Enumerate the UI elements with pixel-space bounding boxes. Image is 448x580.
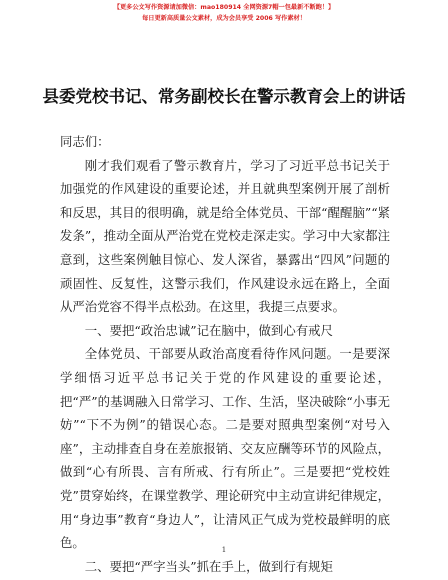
- document-title: 县委党校书记、常务副校长在警示教育会上的讲话: [42, 87, 406, 106]
- section-heading-1: 一、要把“政治忠诚”记在脑中，做到心有戒尺: [84, 322, 333, 338]
- intro-paragraph: 刚才我们观看了警示教育片，学习了习近平总书记关于加强党的作风建设的重要论述，并且就典型案例开展了剖析和反思，其目的很明确，就是给全体党员、干部“醒醒脑”“紧发条”，推动全面从严治党在党校走深走实。学习中大家都注意到，这些案例触目惊心、发人深省，暴露出“四风”问题的顽固性、反复性，这警示我们，作风建设永远在路上，全面从严治党容不得半点松劲。在这里，我提三点要求。: [60, 157, 390, 315]
- section-heading-2: 二、要把“严字当头”抓在手上，做到行有规矩: [84, 558, 333, 574]
- promo-banner-line-1: 【更多公文写作资源请加微信：mao180914 全网资源7帽一包最新不断跑！】: [113, 4, 335, 11]
- page-number: 1: [221, 546, 227, 554]
- salutation: 同志们：: [60, 134, 110, 149]
- promo-banner-line-2: 每日更新高质量公文素材，成为会员享受 2006 写作素材！: [142, 15, 306, 22]
- section-paragraph-1: 全体党员、干部要从政治高度看待作风问题。一是要深学细悟习近平总书记关于党的作风建设的重要论述，把“严”的基调融入日常学习、工作、生活，坚决破除“小事无妨”“下不为例”的错误心态。二是要对照典型案例“对号入座”，主动排查自身在差旅报销、交友应酬等环节的风险点，做到“心有所畏、言有所戒、行有所止”。三是要把“党校姓党”贯穿始终，在课堂教学、理论研究中主动宣讲纪律规定，用“身边事”教育“身边人”，让清风正气成为党校最鲜明的底色。: [60, 346, 390, 551]
- promo-banner: [0, 2, 448, 24]
- document-body: [60, 130, 390, 578]
